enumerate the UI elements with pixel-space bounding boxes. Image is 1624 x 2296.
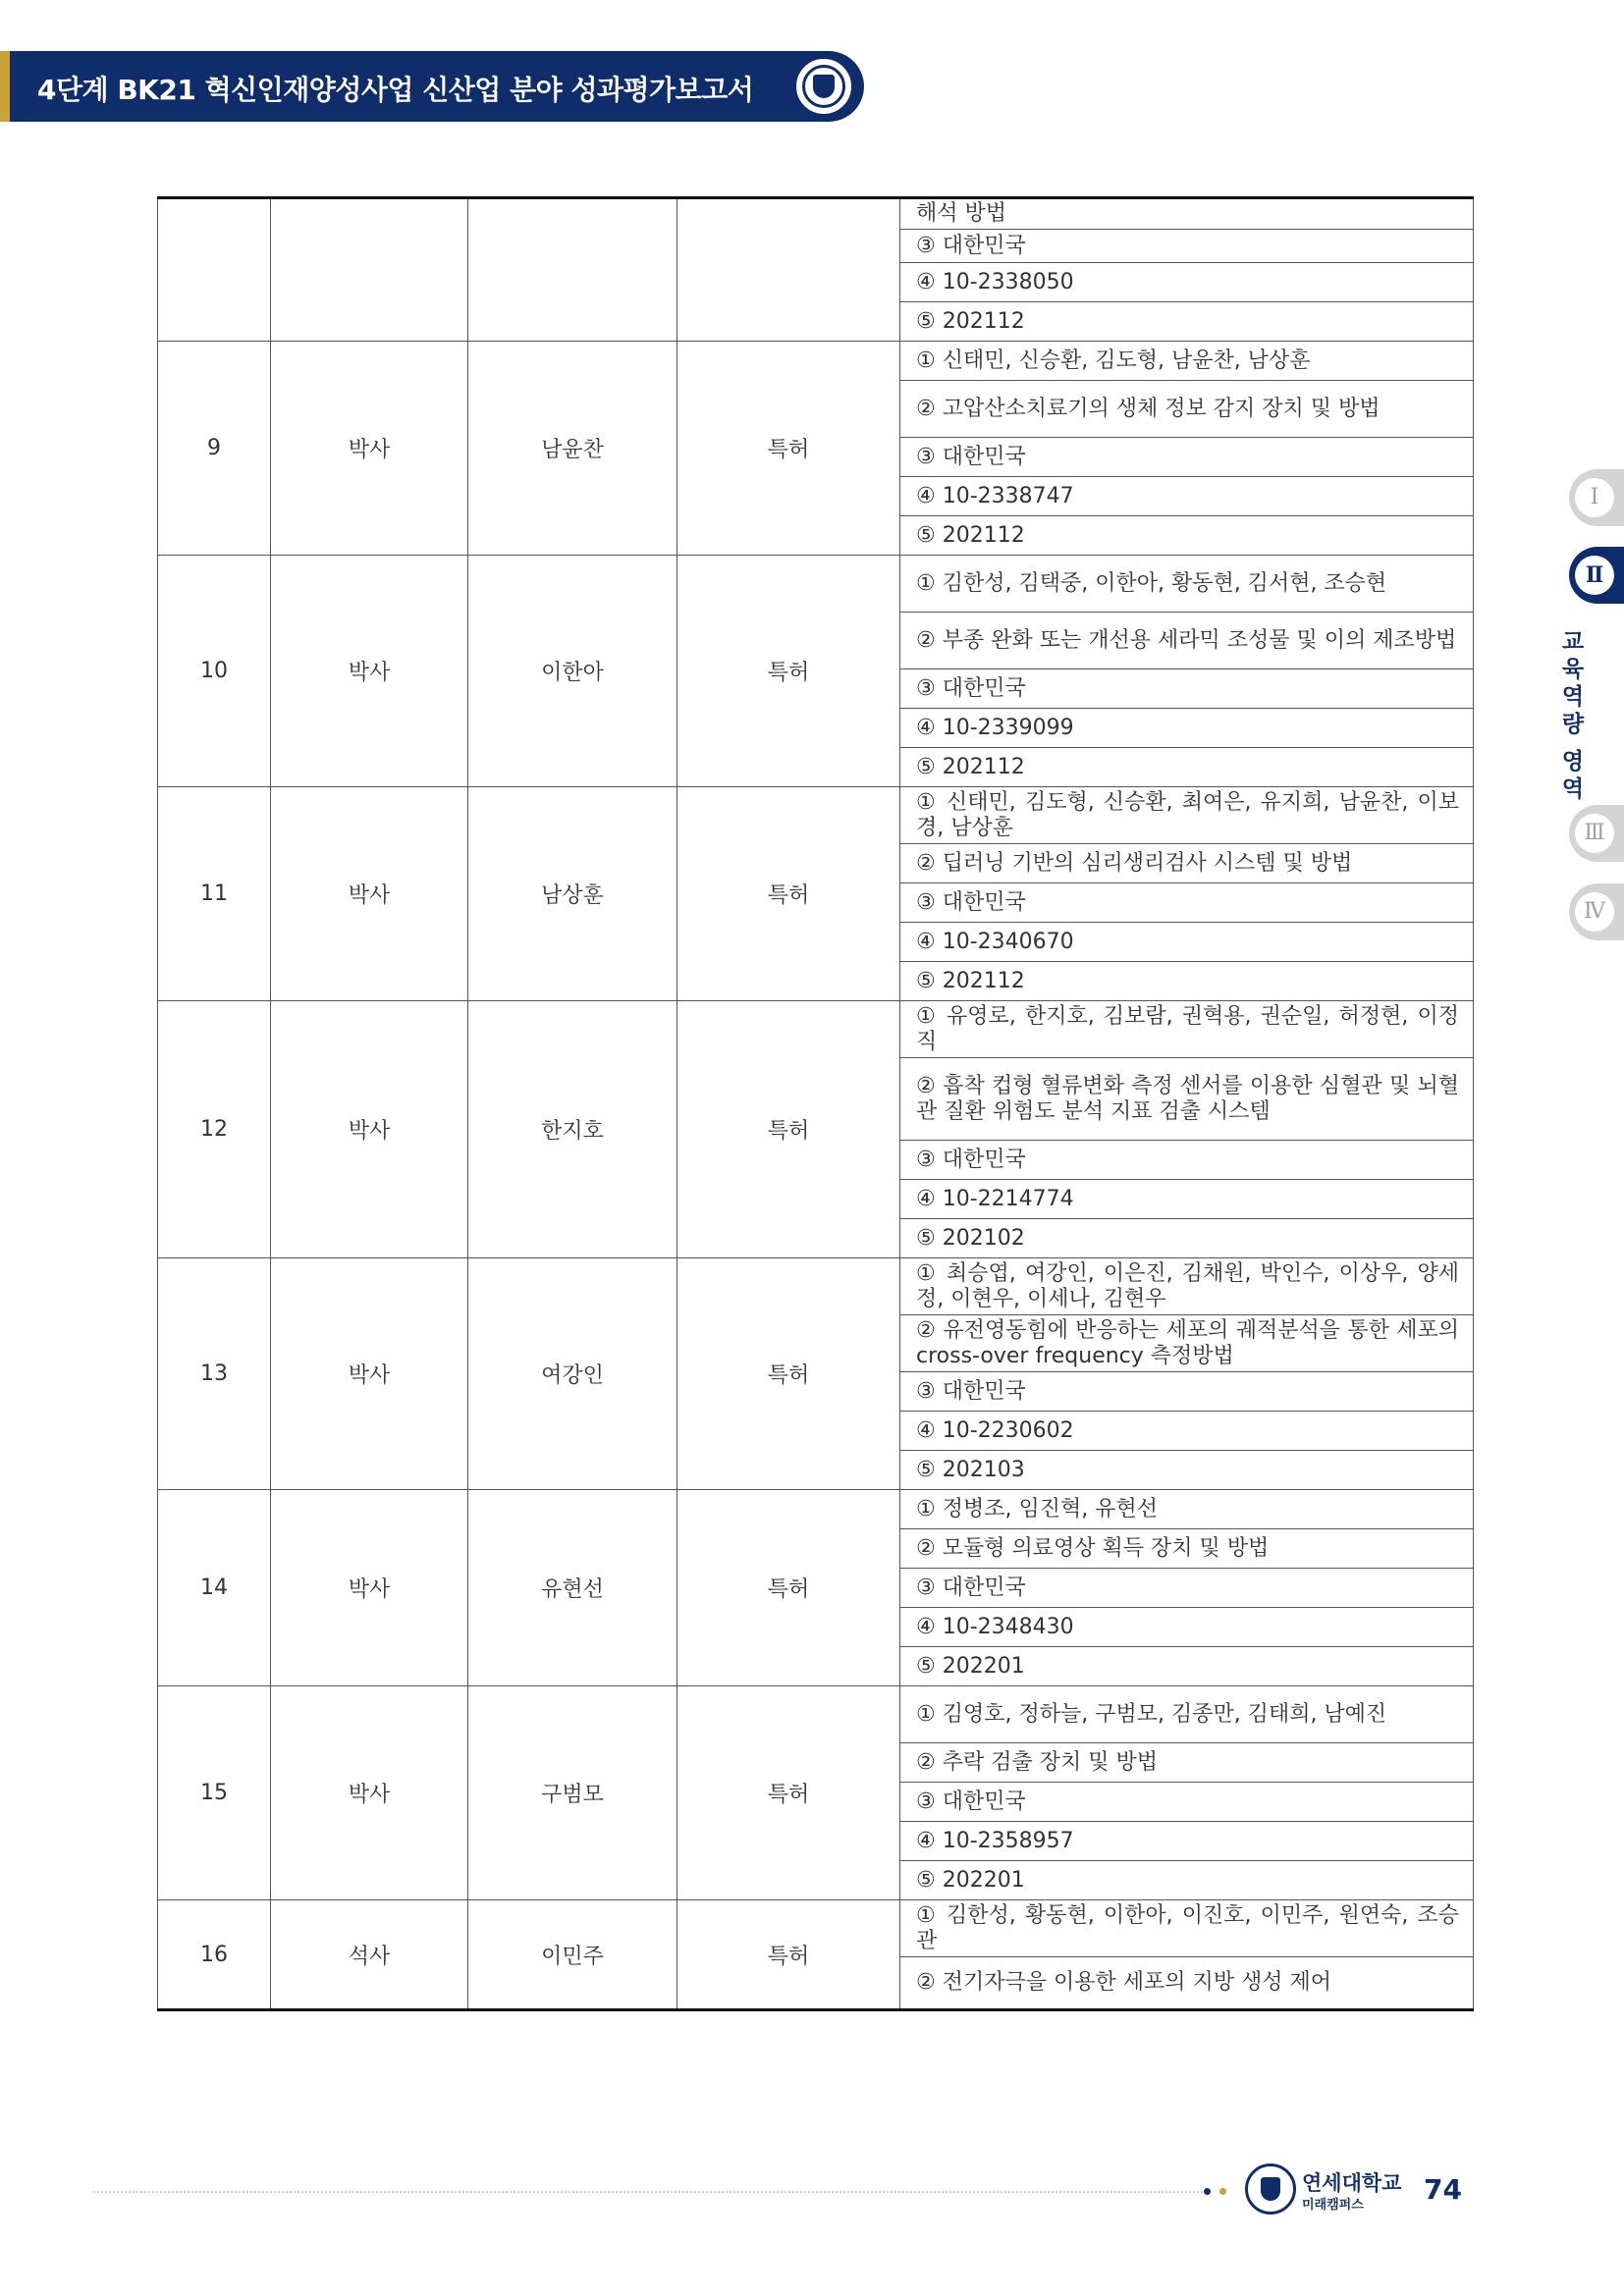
row-number-cell bbox=[158, 198, 271, 342]
patent-detail-cell: ② 딥러닝 기반의 심리생리검사 시스템 및 방법 bbox=[900, 844, 1474, 883]
patent-detail-cell: ⑤ 202201 bbox=[900, 1861, 1474, 1900]
table-row bbox=[158, 1900, 1474, 1957]
patent-detail-cell: ④ 10-2348430 bbox=[900, 1608, 1474, 1647]
student-name-cell bbox=[468, 198, 677, 342]
patent-detail-cell: ⑤ 202201 bbox=[900, 1647, 1474, 1686]
footer-university: 연세대학교 bbox=[1302, 2171, 1402, 2195]
patent-detail-cell: ⑤ 202112 bbox=[900, 302, 1474, 342]
table-row bbox=[158, 342, 1474, 381]
footer-dot-navy bbox=[1204, 2188, 1211, 2195]
degree-cell: 박사 bbox=[271, 1258, 468, 1490]
achievement-type-cell: 특허 bbox=[677, 342, 900, 556]
patent-detail-cell: ⑤ 202112 bbox=[900, 962, 1474, 1001]
header-accent-stripe bbox=[0, 51, 10, 122]
degree-cell: 박사 bbox=[271, 787, 468, 1001]
patent-detail-cell: ④ 10-2338747 bbox=[900, 477, 1474, 516]
degree-cell: 석사 bbox=[271, 1900, 468, 2010]
section-tab-3[interactable] bbox=[1569, 805, 1624, 862]
report-title: 4단계 BK21 혁신인재양성사업 신산업 분야 성과평가보고서 bbox=[37, 74, 754, 106]
patent-detail-cell: ② 모듈형 의료영상 획득 장치 및 방법 bbox=[900, 1529, 1474, 1569]
patent-detail-cell: ⑤ 202102 bbox=[900, 1219, 1474, 1258]
footer-campus: 미래캠퍼스 bbox=[1302, 2198, 1364, 2213]
table-row bbox=[158, 198, 1474, 230]
patent-detail-cell: 해석 방법 bbox=[900, 198, 1474, 230]
achievement-type-cell: 특허 bbox=[677, 556, 900, 787]
achievement-type-cell: 특허 bbox=[677, 1258, 900, 1490]
achievement-type-cell: 특허 bbox=[677, 1001, 900, 1258]
table-row bbox=[158, 1686, 1474, 1743]
patent-detail-cell: ③ 대한민국 bbox=[900, 669, 1474, 709]
patent-detail-cell: ③ 대한민국 bbox=[900, 1783, 1474, 1822]
section-tab-4[interactable] bbox=[1569, 883, 1624, 940]
patent-detail-cell: ② 부종 완화 또는 개선용 세라믹 조성물 및 이의 제조방법 bbox=[900, 613, 1474, 669]
student-name-cell: 구범모 bbox=[468, 1686, 677, 1900]
student-name-cell: 유현선 bbox=[468, 1490, 677, 1686]
university-seal-icon bbox=[793, 56, 854, 117]
patent-detail-cell: ⑤ 202103 bbox=[900, 1451, 1474, 1490]
achievement-type-cell: 특허 bbox=[677, 787, 900, 1001]
patent-detail-cell: ③ 대한민국 bbox=[900, 1569, 1474, 1608]
row-number-cell: 11 bbox=[158, 787, 271, 1001]
patent-detail-cell: ① 최승엽, 여강인, 이은진, 김채원, 박인수, 이상우, 양세정, 이현우, 이세나, 김현우 bbox=[900, 1258, 1474, 1315]
patent-detail-cell: ④ 10-2214774 bbox=[900, 1180, 1474, 1219]
patent-detail-cell: ④ 10-2338050 bbox=[900, 263, 1474, 302]
table-row bbox=[158, 787, 1474, 844]
patent-detail-cell: ① 신태민, 신승환, 김도형, 남윤찬, 남상훈 bbox=[900, 342, 1474, 381]
degree-cell: 박사 bbox=[271, 1490, 468, 1686]
achievement-type-cell: 특허 bbox=[677, 1900, 900, 2010]
patent-detail-cell: ② 추락 검출 장치 및 방법 bbox=[900, 1743, 1474, 1783]
patent-detail-cell: ① 김한성, 김택중, 이한아, 황동현, 김서현, 조승현 bbox=[900, 556, 1474, 613]
degree-cell: 박사 bbox=[271, 342, 468, 556]
section-tab-2[interactable] bbox=[1569, 547, 1624, 604]
patent-detail-cell: ① 김한성, 황동현, 이한아, 이진호, 이민주, 원연숙, 조승관 bbox=[900, 1900, 1474, 1957]
patent-detail-cell: ② 고압산소치료기의 생체 정보 감지 장치 및 방법 bbox=[900, 381, 1474, 438]
student-name-cell: 한지호 bbox=[468, 1001, 677, 1258]
patent-detail-cell: ④ 10-2230602 bbox=[900, 1412, 1474, 1451]
student-name-cell: 이한아 bbox=[468, 556, 677, 787]
student-name-cell: 남윤찬 bbox=[468, 342, 677, 556]
patent-detail-cell: ④ 10-2339099 bbox=[900, 709, 1474, 748]
degree-cell: 박사 bbox=[271, 1686, 468, 1900]
student-name-cell: 남상훈 bbox=[468, 787, 677, 1001]
patent-detail-cell: ③ 대한민국 bbox=[900, 438, 1474, 477]
patent-table bbox=[157, 196, 1474, 2011]
degree-cell: 박사 bbox=[271, 1001, 468, 1258]
patent-detail-cell: ④ 10-2340670 bbox=[900, 923, 1474, 962]
student-name-cell: 이민주 bbox=[468, 1900, 677, 2010]
row-number-cell: 13 bbox=[158, 1258, 271, 1490]
patent-detail-cell: ③ 대한민국 bbox=[900, 230, 1474, 263]
row-number-cell: 12 bbox=[158, 1001, 271, 1258]
degree-cell bbox=[271, 198, 468, 342]
section-tab-1[interactable] bbox=[1569, 469, 1624, 526]
section-tab-numeral: Ⅰ bbox=[1575, 478, 1614, 517]
row-number-cell: 16 bbox=[158, 1900, 271, 2010]
patent-detail-cell: ① 유영로, 한지호, 김보람, 권혁용, 권순일, 허정현, 이정직 bbox=[900, 1001, 1474, 1058]
achievement-type-cell: 특허 bbox=[677, 1490, 900, 1686]
patent-detail-cell: ① 신태민, 김도형, 신승환, 최여은, 유지희, 남윤찬, 이보경, 남상훈 bbox=[900, 787, 1474, 844]
student-name-cell: 여강인 bbox=[468, 1258, 677, 1490]
achievement-type-cell bbox=[677, 198, 900, 342]
patent-detail-cell: ⑤ 202112 bbox=[900, 516, 1474, 556]
row-number-cell: 9 bbox=[158, 342, 271, 556]
section-tab-numeral: Ⅳ bbox=[1575, 892, 1614, 932]
footer-divider bbox=[93, 2191, 1203, 2193]
section-label: 교 육 역 량 영 역 bbox=[1561, 629, 1585, 802]
patent-detail-cell: ② 전기자극을 이용한 세포의 지방 생성 제어 bbox=[900, 1957, 1474, 2010]
patent-detail-cell: ② 흡착 컵형 혈류변화 측정 센서를 이용한 심혈관 및 뇌혈관 질환 위험도 분석 지표 검출 시스템 bbox=[900, 1058, 1474, 1141]
patent-detail-cell: ③ 대한민국 bbox=[900, 883, 1474, 923]
row-number-cell: 14 bbox=[158, 1490, 271, 1686]
patent-detail-cell: ⑤ 202112 bbox=[900, 748, 1474, 787]
university-logo-icon bbox=[1245, 2163, 1296, 2215]
row-number-cell: 10 bbox=[158, 556, 271, 787]
patent-detail-cell: ① 정병조, 임진혁, 유현선 bbox=[900, 1490, 1474, 1529]
patent-detail-cell: ④ 10-2358957 bbox=[900, 1822, 1474, 1861]
achievement-type-cell: 특허 bbox=[677, 1686, 900, 1900]
patent-detail-cell: ③ 대한민국 bbox=[900, 1141, 1474, 1180]
footer-dot-gold bbox=[1219, 2188, 1226, 2195]
row-number-cell: 15 bbox=[158, 1686, 271, 1900]
patent-detail-cell: ③ 대한민국 bbox=[900, 1372, 1474, 1412]
section-tab-numeral: Ⅲ bbox=[1575, 814, 1614, 853]
patent-detail-cell: ① 김영호, 정하늘, 구범모, 김종만, 김태희, 남예진 bbox=[900, 1686, 1474, 1743]
table-row bbox=[158, 556, 1474, 613]
table-row bbox=[158, 1490, 1474, 1529]
table-row bbox=[158, 1258, 1474, 1315]
table-row bbox=[158, 1001, 1474, 1058]
section-tab-numeral: Ⅱ bbox=[1575, 556, 1614, 595]
patent-detail-cell: ② 유전영동힘에 반응하는 세포의 궤적분석을 통한 세포의 cross-over frequency 측정방법 bbox=[900, 1315, 1474, 1372]
page-number: 74 bbox=[1424, 2173, 1462, 2206]
degree-cell: 박사 bbox=[271, 556, 468, 787]
